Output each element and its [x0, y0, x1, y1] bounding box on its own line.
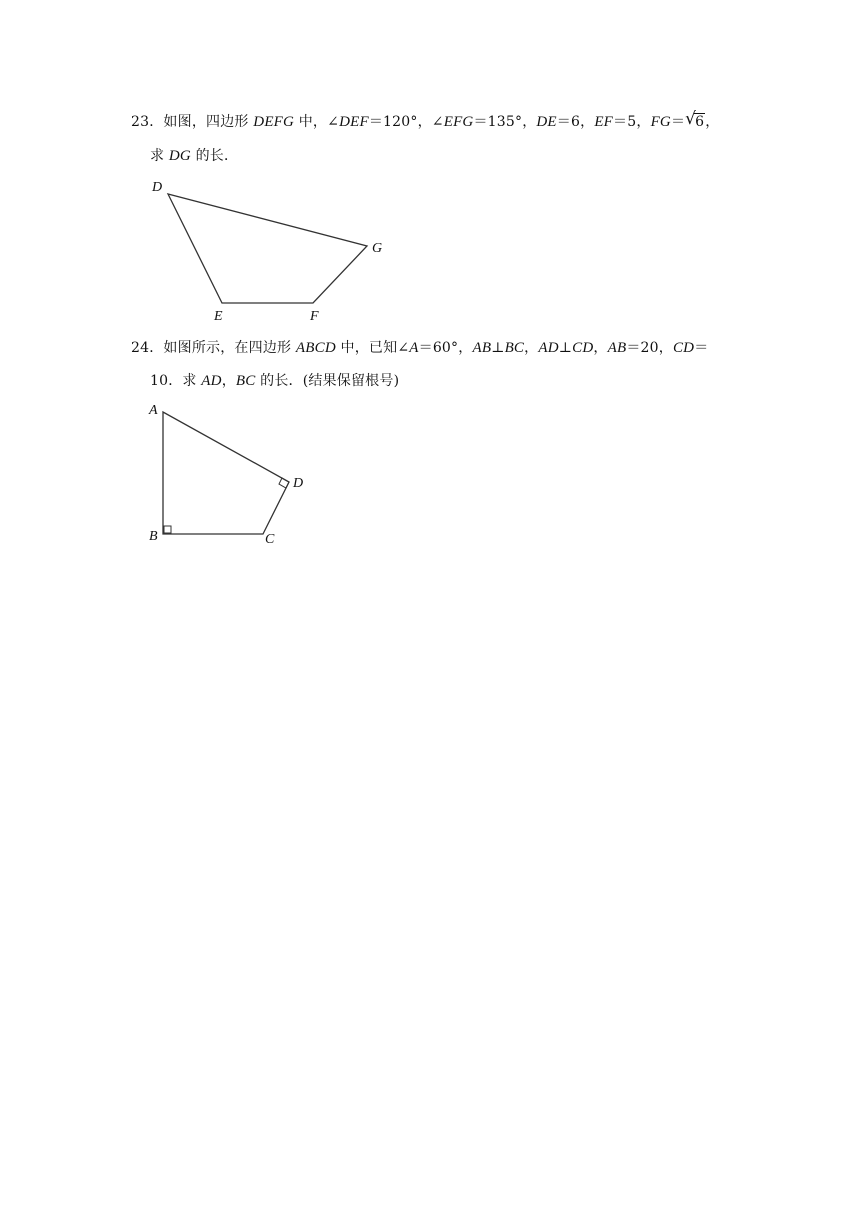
q23-number: 23．	[131, 114, 164, 130]
q23-lead: 如图，四边形	[163, 114, 249, 130]
q24-cd-value: 10．求	[150, 373, 197, 389]
q23-cond1-name: DEF	[339, 114, 369, 130]
q24-perp-symbol-1: ⊥	[491, 340, 505, 356]
q24-number: 24．	[131, 340, 164, 356]
q23-label-g: G	[372, 241, 383, 256]
q23-de-value: ＝6，	[556, 114, 595, 130]
q24-sep-2: ，	[593, 340, 608, 356]
q24-label-d: D	[293, 476, 304, 491]
q23-mid: 中，∠	[298, 114, 340, 130]
q24-bc-name: BC	[235, 373, 256, 389]
q23-text-line-1	[131, 109, 720, 131]
radical-sign-icon: √	[685, 109, 697, 129]
right-angle-mark-d	[279, 478, 289, 488]
q24-mid: 中，已知∠	[340, 340, 410, 356]
q23-figure-quadrilateral-defg	[140, 175, 400, 325]
q23-ef-name: EF	[594, 114, 614, 130]
q23-cond1-value: ＝120°，∠	[368, 114, 444, 130]
q24-label-b: B	[149, 529, 158, 544]
q23-cond2-name: EFG	[443, 114, 474, 130]
q24-text-line-1	[131, 339, 708, 357]
q23-de-name: DE	[536, 114, 557, 130]
q24-perp2-b: CD	[572, 340, 594, 356]
q24-figure-quadrilateral-abcd	[140, 400, 320, 550]
q24-ab-name: AB	[607, 340, 627, 356]
q23-fg-radicand: 6	[695, 114, 705, 130]
q24-lead: 如图所示，在四边形	[163, 340, 292, 356]
sqrt-expression	[685, 109, 705, 131]
q24-label-a: A	[149, 403, 158, 418]
q24-perp1-b: BC	[504, 340, 525, 356]
q24-quad-name: ABCD	[295, 340, 336, 356]
q23-label-e: E	[214, 309, 223, 324]
q24-angle-name: A	[409, 340, 419, 356]
q23-quadrilateral-outline	[168, 194, 367, 303]
q23-quad-name: DEFG	[253, 114, 295, 130]
q24-angle-value: ＝60°，	[418, 340, 473, 356]
q23-label-f: F	[310, 309, 319, 324]
q23-ef-value: ＝5，	[613, 114, 651, 130]
q24-sep-3: ，	[221, 373, 236, 389]
q23-end-comma: ，	[705, 114, 720, 130]
q23-label-d: D	[152, 180, 163, 195]
q24-text-line-2	[150, 372, 399, 390]
q23-ask-name: DG	[168, 148, 191, 164]
q23-ask-lead: 求	[150, 148, 165, 164]
q24-cd-name: CD	[672, 340, 695, 356]
q24-perp1-a: AB	[472, 340, 492, 356]
q24-sep-1: ，	[524, 340, 539, 356]
q23-text-line-2	[150, 147, 238, 165]
q24-cd-eq: ＝	[694, 340, 709, 356]
q24-quadrilateral-outline	[163, 412, 289, 534]
q24-perp-symbol-2: ⊥	[558, 340, 573, 356]
q24-perp2-a: AD	[538, 340, 559, 356]
q23-fg-name: FG	[650, 114, 671, 130]
right-angle-mark-b	[164, 526, 171, 533]
q24-ab-value: ＝20，	[626, 340, 673, 356]
q24-tail: 的长．(结果保留根号)	[260, 373, 400, 389]
q23-cond2-value: ＝135°，	[473, 114, 537, 130]
q23-fg-eq: ＝	[670, 114, 686, 130]
q24-label-c: C	[265, 532, 275, 547]
q23-ask-tail: 的长．	[195, 148, 239, 164]
q24-ad-name: AD	[201, 373, 222, 389]
